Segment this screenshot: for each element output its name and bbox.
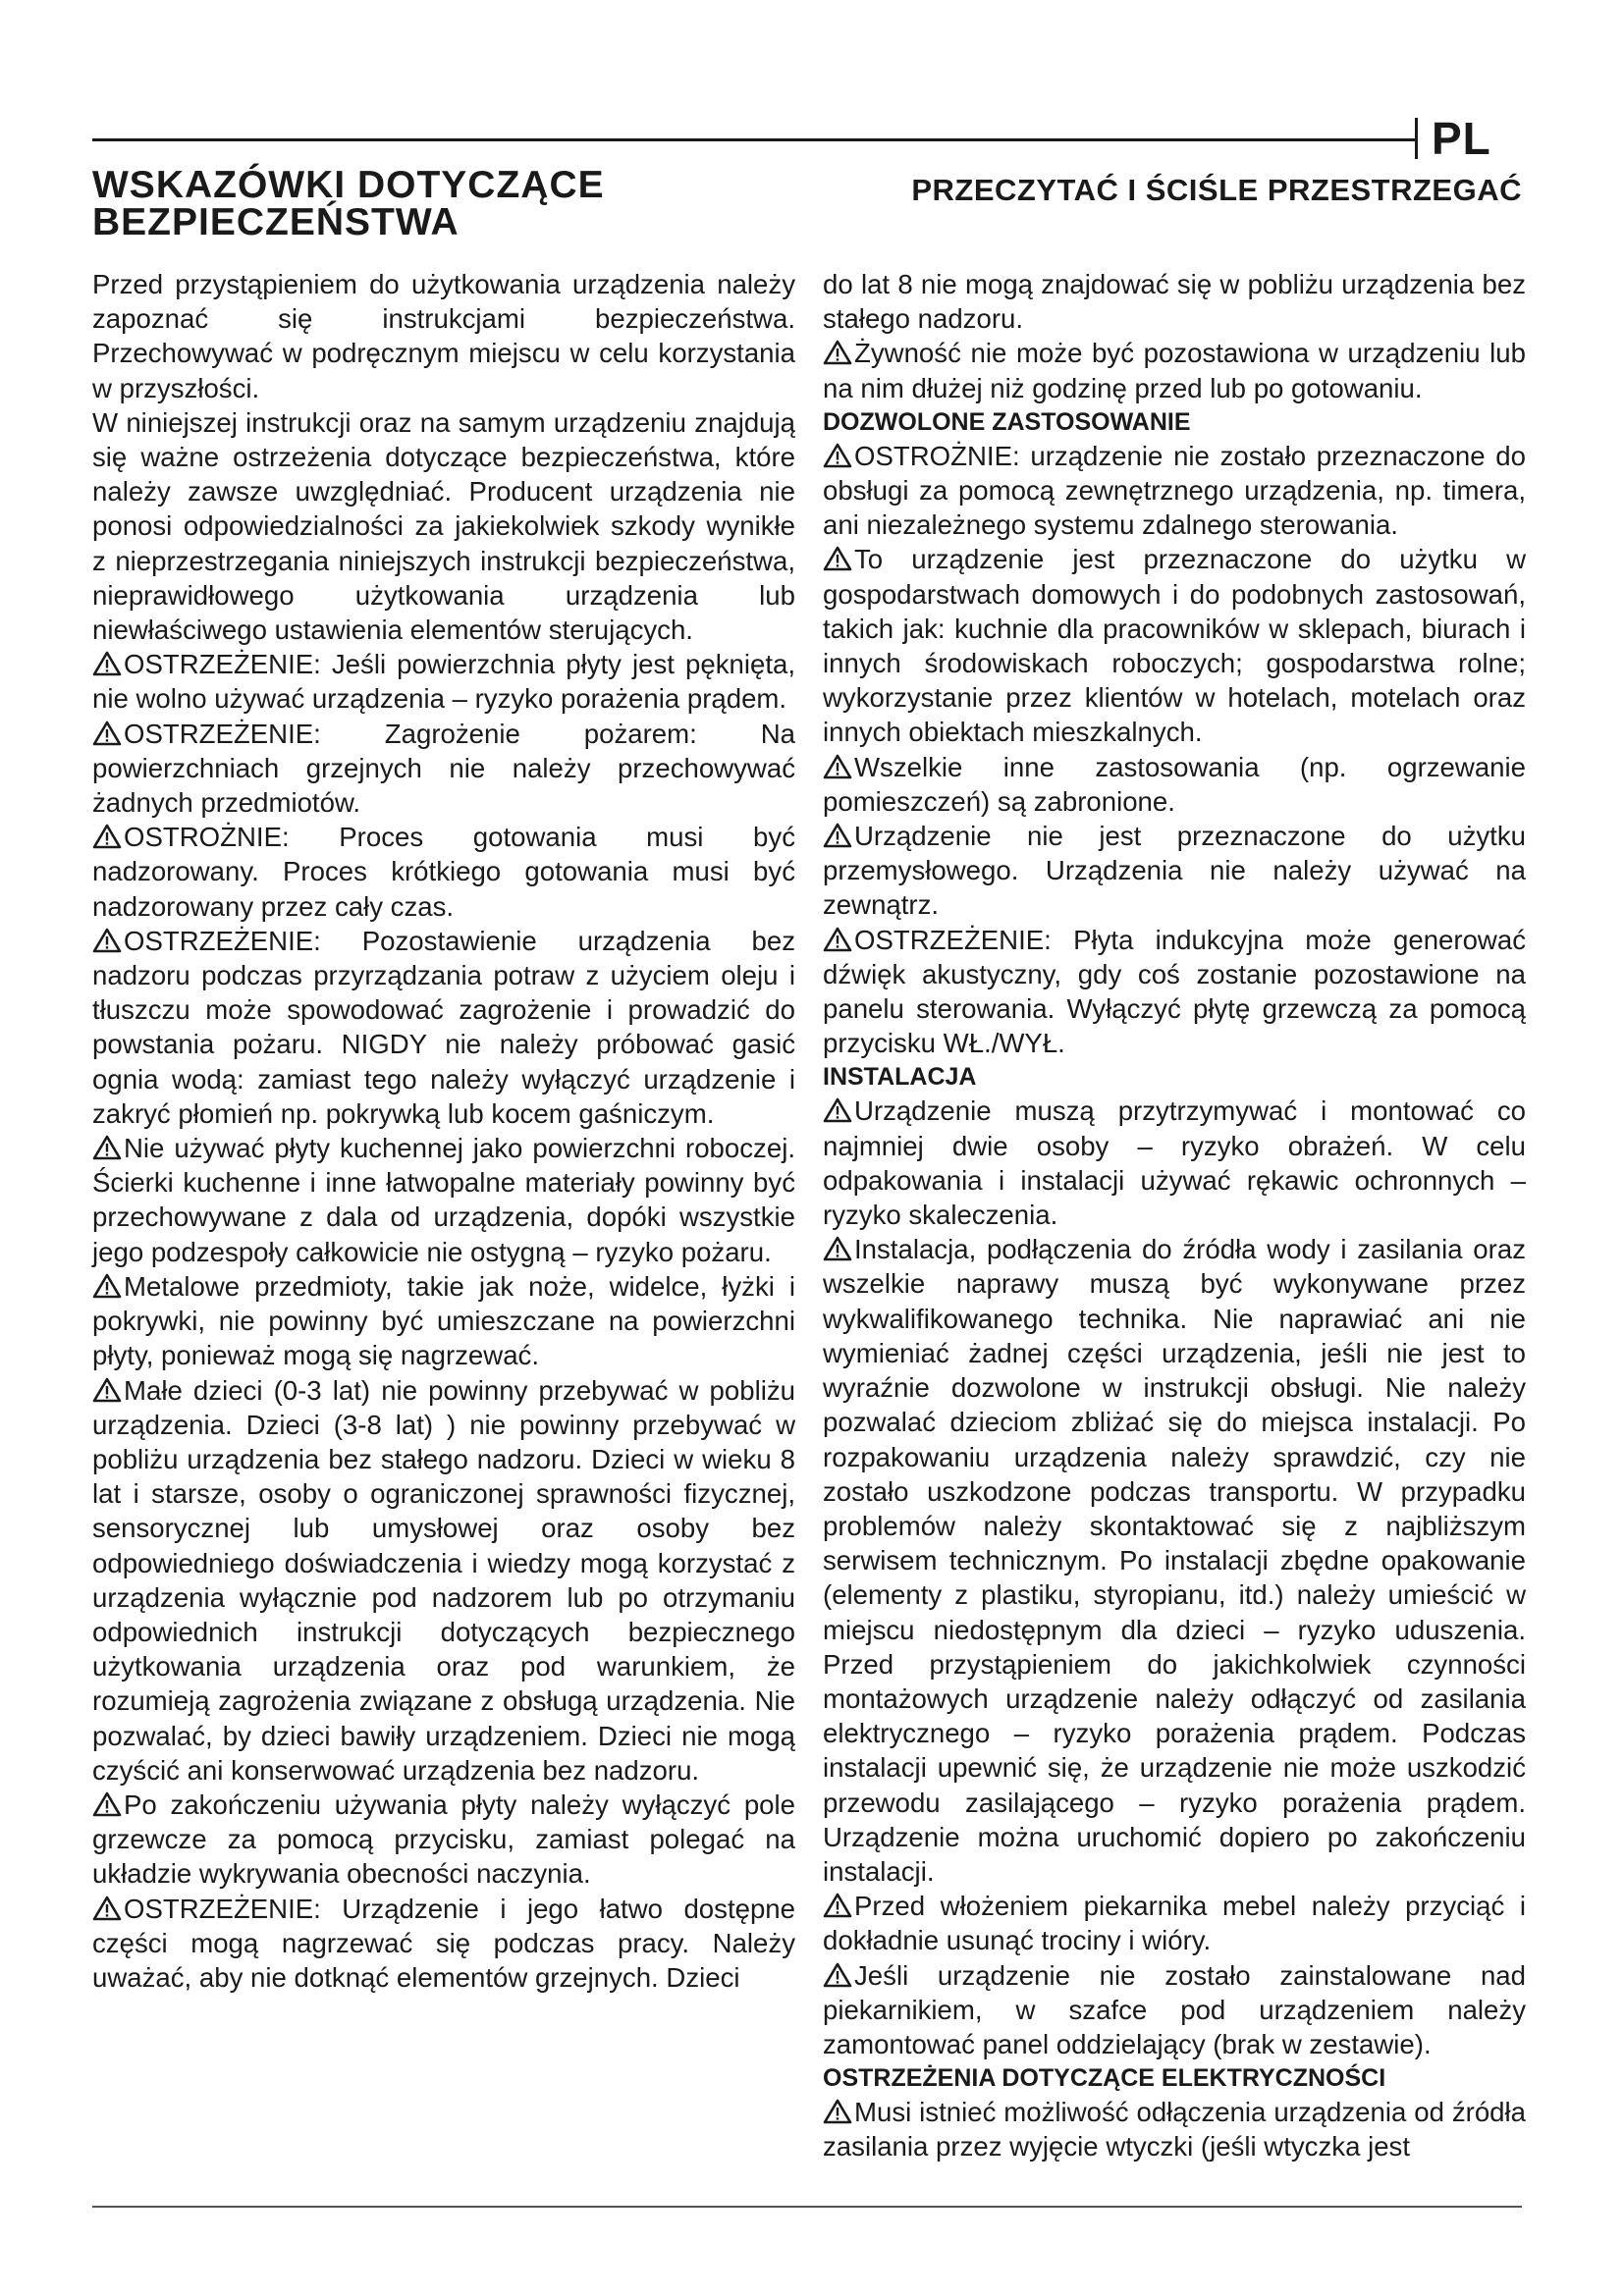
warning-item [823, 439, 1526, 543]
left-column [92, 267, 795, 1995]
section-heading-permitted-use: DOZWOLONE ZASTOSOWANIE [823, 407, 1191, 436]
warning-triangle-icon [92, 928, 122, 953]
warning-item [92, 1892, 795, 1996]
warning-triangle-icon [823, 1962, 852, 1988]
warning-triangle-icon [92, 824, 122, 849]
warning-item [92, 1373, 795, 1788]
warning-text: Nie używać płyty kuchennej jako powierzchni roboczej. Ścierki kuchenne i inne łatwopalne materiały powinny być przechowywane z dala od urządzenia, dopóki wszystkie jego podzespoły całkowicie nie ostygną – ryzyko pożaru. [92, 1133, 795, 1267]
warning-text: Jeśli urządzenie nie zostało zainstalowane nad piekarnikiem, w szafce pod urządzeniem należy zamontować panel oddzielający (brak w zestawie). [823, 1959, 1526, 2059]
warning-text: OSTRZEŻENIE: Jeśli powierzchnia płyty jest pęknięta, nie wolno używać urządzenia – ryzyko porażenia prądem. [92, 649, 795, 715]
warning-item [92, 1131, 795, 1269]
warning-triangle-icon [823, 2099, 852, 2124]
warning-triangle-icon [92, 1791, 122, 1817]
page-subtitle: PRZECZYTAĆ I ŚCIŚLE PRZESTRZEGAĆ [911, 173, 1522, 207]
warning-text: Wszelkie inne zastosowania (np. ogrzewanie pomieszczeń) są zabronione. [823, 751, 1526, 817]
warning-triangle-icon [92, 1135, 122, 1160]
continued-paragraph: do lat 8 nie mogą znajdować się w pobliżu urządzenia bez stałego nadzoru. [823, 269, 1526, 335]
warning-item [823, 2095, 1526, 2163]
warning-text: OSTRZEŻENIE: Pozostawienie urządzenia bez nadzoru podczas przyrządzania potraw z użyciem oleju i tłuszczu może spowodować zagrożenie i prowadzić do powstania pożaru. NIGDY nie należy próbować gasić ognia wodą: zamiast tego należy wyłączyć urządzenie i zakryć płomień np. pokrywką lub kocem gaśniczym. [92, 925, 795, 1129]
section-heading-installation: INSTALACJA [823, 1063, 977, 1092]
footer-rule [92, 2206, 1522, 2208]
warning-triangle-icon [823, 1893, 852, 1918]
warning-item [92, 647, 795, 716]
warning-text: OSTRZEŻENIE: Urządzenie i jego łatwo dostępne części mogą nagrzewać się podczas pracy. Należy uważać, aby nie dotknąć elementów grzejnych. Dzieci [92, 1893, 795, 1993]
warning-triangle-icon [823, 340, 852, 365]
warning-triangle-icon [823, 1236, 852, 1261]
warning-item [823, 542, 1526, 749]
intro-paragraph: Przed przystąpieniem do użytkowania urządzenia należy zapoznać się instrukcjami bezpieczeństwa. Przechowywać w podręcznym miejscu w celu korzystania w przyszłości. [92, 269, 795, 403]
warning-item [823, 1094, 1526, 1232]
warning-text: Urządzenie muszą przytrzymywać i montować co najmniej dwie osoby – ryzyko obrażeń. W celu odpakowania i instalacji używać rękawic ochronnych – ryzyko skaleczenia. [823, 1095, 1526, 1231]
warning-text: Musi istnieć możliwość odłączenia urządzenia od źródła zasilania przez wyjęcie wtyczki (jeśli wtyczka jest [823, 2097, 1526, 2163]
warning-item [92, 1269, 795, 1373]
warning-item [92, 820, 795, 924]
warning-text: OSTROŻNIE: Proces gotowania musi być nadzorowany. Proces krótkiego gotowania musi być nadzorowany przez cały czas. [92, 822, 795, 922]
warning-text: Instalacja, podłączenia do źródła wody i zasilania oraz wszelkie naprawy muszą być wykonywane przez wykwalifikowanego technika. Nie naprawiać ani nie wymieniać żadnej części urządzenia, jeśli nie jest to wyraźnie dozwolone w instrukcji obsługi. Nie należy pozwalać dzieciom zbliżać się do miejsca instalacji. Po rozpakowaniu urządzenia należy sprawdzić, czy nie zostało uszkodzone podczas transportu. W przypadku problemów należy skontaktować się z najbliższym serwisem technicznym. Po instalacji zbędne opakowanie (elementy z plastiku, styropianu, itd.) należy umieścić w miejscu niedostępnym dla dzieci – ryzyko uduszenia. Przed przystąpieniem do jakichkolwiek czynności montażowych urządzenie należy odłączyć od zasilania elektrycznego – ryzyko porażenia prądem. Podczas instalacji upewnić się, że urządzenie nie może uszkodzić przewodu zasilającego – ryzyko porażenia prądem. Urządzenie można uruchomić dopiero po zakończeniu instalacji. [823, 1234, 1526, 1887]
section-heading-electrical-warnings: OSTRZEŻENIA DOTYCZĄCE ELEKTRYCZNOŚCI [823, 2064, 1386, 2093]
warning-triangle-icon [92, 651, 122, 676]
warning-triangle-icon [823, 546, 852, 571]
warning-triangle-icon [92, 1273, 122, 1299]
warning-text: Żywność nie może być pozostawiona w urządzeniu lub na nim dłużej niż godzinę przed lub po gotowaniu. [823, 338, 1526, 403]
warning-text: Metalowe przedmioty, takie jak noże, widelce, łyżki i pokrywki, nie powinny być umieszczane na powierzchni płyty, ponieważ mogą się nagrzewać. [92, 1270, 795, 1371]
warning-triangle-icon [823, 823, 852, 848]
warning-item [823, 750, 1526, 819]
warning-triangle-icon [823, 1097, 852, 1123]
warning-triangle-icon [92, 1896, 122, 1921]
warning-triangle-icon [823, 927, 852, 952]
language-code: PL [1432, 113, 1491, 164]
warning-item [823, 923, 1526, 1061]
warning-text: OSTRZEŻENIE: Płyta indukcyjna może generować dźwięk akustyczny, gdy coś zostanie pozostawione na panelu sterowania. Wyłączyć płytę grzewczą za pomocą przycisku WŁ./WYŁ. [823, 924, 1526, 1059]
warning-item [92, 924, 795, 1131]
warning-text: Urządzenie nie jest przeznaczone do użytku przemysłowego. Urządzenia nie należy używać na zewnątrz. [823, 821, 1526, 921]
warning-text: Małe dzieci (0-3 lat) nie powinny przebywać w pobliżu urządzenia. Dzieci (3-8 lat) ) nie powinny przebywać w pobliżu urządzenia bez stałego nadzoru. Dzieci w wieku 8 lat i starsze, osoby o ograniczonej sprawności fizycznej, sensorycznej lub umysłowej oraz osoby bez odpowiedniego doświadczenia i wiedzy mogą korzystać z urządzenia wyłącznie pod nadzorem lub po otrzymaniu odpowiednich instrukcji dotyczących bezpiecznego użytkowania urządzenia oraz pod warunkiem, że rozumieją zagrożenia związane z obsługą urządzenia. Nie pozwalać, by dzieci bawiły urządzeniem. Dzieci nie mogą czyścić ani konserwować urządzenia bez nadzoru. [92, 1374, 795, 1786]
warning-text: To urządzenie jest przeznaczone do użytku w gospodarstwach domowych i do podobnych zastosowań, takich jak: kuchnie dla pracowników w sklepach, biurach i innych środowiskach roboczych; gospodarstwa rolne; wykorzystanie przez klientów w hotelach, motelach oraz innych obiektach mieszkalnych. [823, 544, 1526, 748]
right-column [823, 267, 1526, 2164]
warning-item [823, 1889, 1526, 1957]
warning-text: Po zakończeniu używania płyty należy wyłączyć pole grzewcze za pomocą przycisku, zamiast polegać na układzie wykrywania obecności naczynia. [92, 1789, 795, 1890]
warning-item [823, 1958, 1526, 2062]
warning-item [823, 1232, 1526, 1889]
warning-text: Przed włożeniem piekarnika mebel należy przyciąć i dokładnie usunąć trociny i wióry. [823, 1891, 1526, 1956]
warning-text: OSTRZEŻENIE: Zagrożenie pożarem: Na powierzchniach grzejnych nie należy przechowywać żadnych przedmiotów. [92, 718, 795, 819]
warning-item [92, 1788, 795, 1892]
warning-triangle-icon [92, 721, 122, 746]
warning-triangle-icon [823, 754, 852, 779]
warning-triangle-icon [823, 443, 852, 468]
warning-item [823, 336, 1526, 404]
warning-item [823, 819, 1526, 923]
warning-item [92, 717, 795, 821]
warning-text: OSTROŻNIE: urządzenie nie zostało przeznaczone do obsługi za pomocą zewnętrznego urządzenia, np. timera, ani niezależnego systemu zdalnego sterowania. [823, 440, 1526, 541]
header-rule [92, 138, 1418, 141]
warning-triangle-icon [92, 1377, 122, 1403]
page-title: WSKAZÓWKI DOTYCZĄCE BEZPIECZEŃSTWA [92, 164, 605, 243]
intro-paragraph: W niniejszej instrukcji oraz na samym urządzeniu znajdują się ważne ostrzeżenia dotyczące bezpieczeństwa, które należy zawsze uwzględniać. Producent urządzenia nie ponosi odpowiedzialności za jakiekolwiek szkody wynikłe z nieprzestrzegania niniejszych instrukcji bezpieczeństwa, nieprawidłowego użytkowania urządzenia lub niewłaściwego ustawienia elementów sterujących. [92, 406, 795, 646]
header-rule-tick [1415, 118, 1418, 159]
